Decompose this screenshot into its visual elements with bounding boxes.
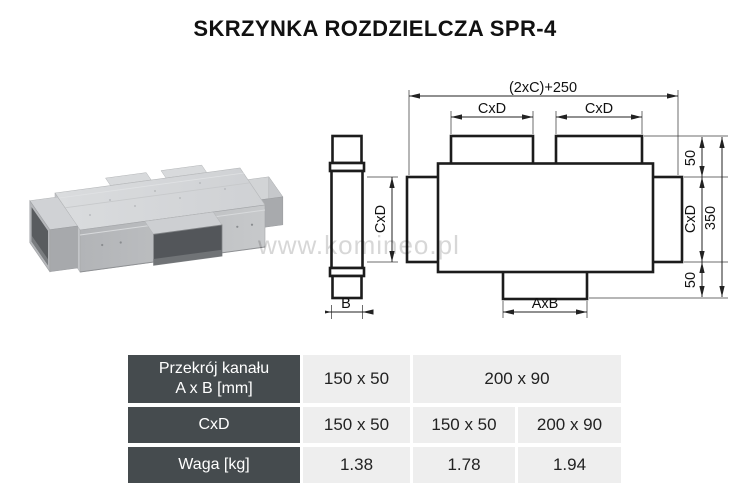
page-title: SKRZYNKA ROZDZIELCZA SPR-4	[193, 16, 557, 41]
front-duct-stub	[145, 212, 222, 265]
row-header-przekroj-line1: Przekrój kanału	[158, 360, 270, 377]
front-view	[407, 80, 728, 318]
technical-drawing	[325, 80, 740, 330]
cell-waga-2: 1.78	[413, 447, 515, 483]
distribution-box-3d	[30, 165, 283, 272]
product-photo	[15, 140, 325, 300]
dim-b: B	[341, 296, 351, 312]
cell-cxd-2: 150 x 50	[413, 407, 515, 443]
dim-cxd-right: CxD	[683, 204, 699, 234]
watermark: www.komineo.pl	[258, 230, 460, 260]
dim-axb: AxB	[531, 296, 559, 312]
row-header-przekroj	[128, 355, 300, 403]
side-view	[325, 136, 398, 319]
cell-waga-1: 1.38	[303, 447, 410, 483]
dim-50-top: 50	[683, 149, 699, 167]
row-header-waga: Waga [kg]	[128, 447, 300, 483]
dim-350: 350	[703, 205, 719, 231]
cell-waga-3: 1.94	[518, 447, 621, 483]
row-header-cxd: CxD	[128, 407, 300, 443]
cell-axb-2: 200 x 90	[413, 355, 621, 403]
dim-total-width: (2xC)+250	[508, 80, 578, 96]
cell-axb-1: 150 x 50	[303, 355, 410, 403]
cell-cxd-1: 150 x 50	[303, 407, 410, 443]
cell-cxd-3: 200 x 90	[518, 407, 621, 443]
row-header-przekroj-line2: A x B [mm]	[175, 380, 253, 397]
dim-cxd-top-left: CxD	[477, 101, 507, 117]
dim-cxd-top-right: CxD	[584, 101, 614, 117]
dim-50-bottom: 50	[683, 271, 699, 289]
spec-table	[128, 355, 621, 483]
dim-cxd-side: CxD	[373, 204, 389, 234]
